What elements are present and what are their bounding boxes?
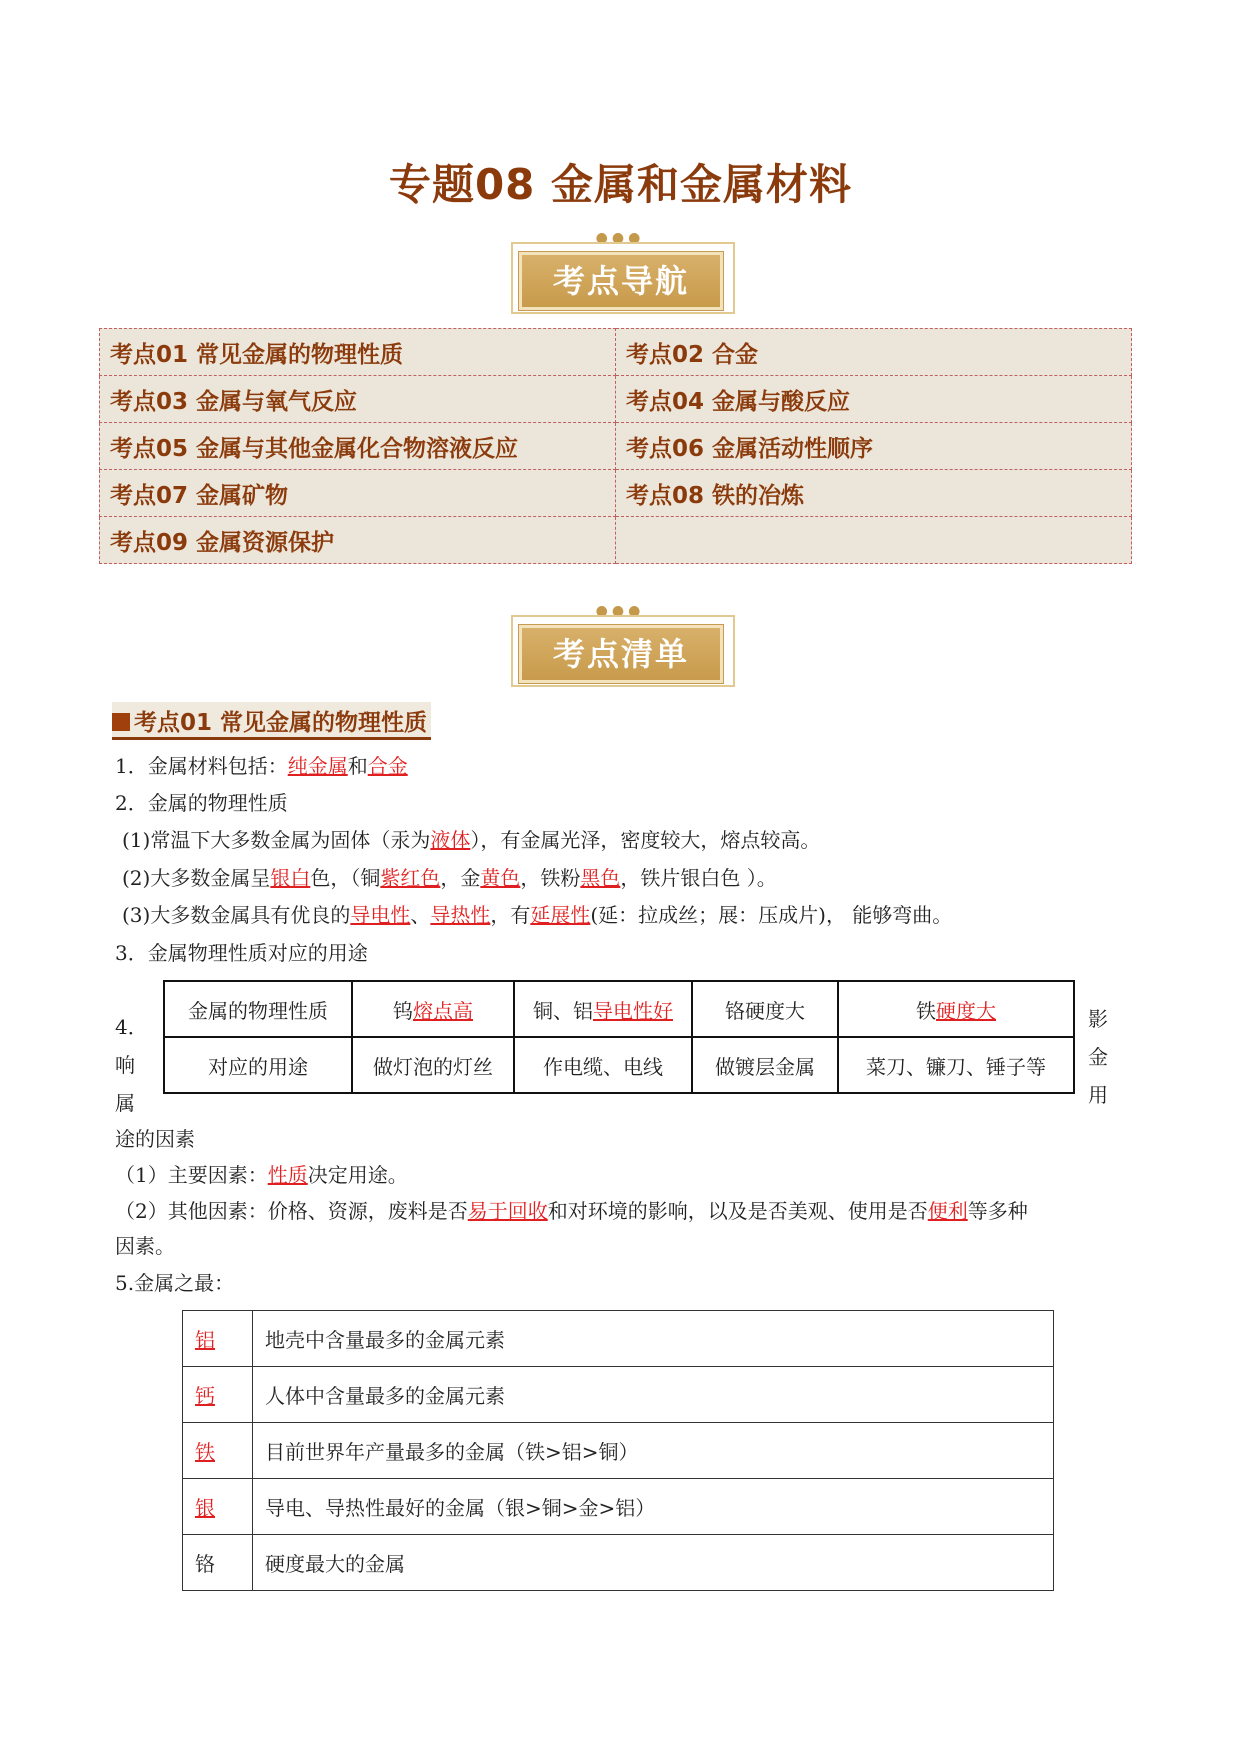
text-line — [115, 1196, 1028, 1226]
table-row — [183, 1311, 1054, 1367]
text: （2）其他因素：价格、资源，废料是否 — [115, 1199, 468, 1223]
list-badge — [505, 605, 735, 689]
nav-badge — [505, 232, 735, 316]
table-cell: 硬度最大的金属 — [253, 1535, 1054, 1591]
text: (2)大多数金属呈 — [122, 866, 271, 890]
text: 响 — [115, 1053, 135, 1077]
nav-item[interactable]: 考点02 合金 — [616, 329, 1132, 376]
answer-text: 延展性 — [530, 903, 591, 927]
table-cell — [183, 1367, 253, 1423]
nav-item[interactable]: 考点05 金属与其他金属化合物溶液反应 — [100, 423, 616, 470]
table-cell: 菜刀、镰刀、锤子等 — [838, 1037, 1074, 1093]
table-cell: 作电缆、电线 — [514, 1037, 692, 1093]
answer-text: 纯金属 — [287, 754, 348, 778]
text: ，铁片银白色 ）。 — [620, 866, 777, 890]
table-cell — [183, 1479, 253, 1535]
text-line: 途的因素 — [115, 1127, 195, 1151]
badge-dots-icon: ●●● — [595, 230, 645, 246]
table-row — [183, 1367, 1054, 1423]
text: 铬 — [195, 1552, 215, 1576]
text: 和对环境的影响，以及是否美观、使用是否 — [547, 1199, 928, 1223]
table-cell: 人体中含量最多的金属元素 — [253, 1367, 1054, 1423]
text: 铁 — [916, 998, 936, 1023]
text: 等多种 — [967, 1199, 1028, 1223]
table-cell — [183, 1535, 253, 1591]
table-cell: 对应的用途 — [164, 1037, 352, 1093]
table-cell — [838, 981, 1074, 1037]
text: 和 — [347, 754, 368, 778]
section-heading — [112, 702, 431, 740]
text: （1）主要因素： — [115, 1163, 268, 1187]
square-bullet-icon — [112, 713, 130, 731]
table-row — [183, 1423, 1054, 1479]
metal-superlatives-table — [182, 1310, 1054, 1591]
nav-item[interactable]: 考点08 铁的冶炼 — [616, 470, 1132, 517]
answer-text: 性质 — [267, 1163, 308, 1187]
page-title: 专题08 金属和金属材料 — [388, 160, 853, 209]
list-badge-label: 考点清单 — [519, 625, 723, 683]
table-row — [183, 1479, 1054, 1535]
text: 属 — [115, 1091, 135, 1115]
text: ），有金属光泽，密度较大，熔点较高。 — [470, 828, 821, 852]
text: ，有 — [490, 903, 531, 927]
table-cell: 目前世界年产量最多的金属（铁>铝>铜） — [253, 1423, 1054, 1479]
text-line — [122, 863, 777, 893]
nav-item[interactable]: 考点09 金属资源保护 — [100, 517, 616, 564]
table-row — [183, 1535, 1054, 1591]
text: (3)大多数金属具有优良的 — [122, 903, 351, 927]
wrap-text-left — [115, 1008, 148, 1122]
table-cell: 做镀层金属 — [692, 1037, 838, 1093]
table-cell: 做灯泡的灯丝 — [352, 1037, 514, 1093]
text: 4． — [115, 1015, 148, 1039]
text: 金 — [1088, 1045, 1108, 1069]
text: 钨 — [393, 998, 413, 1023]
text: (1)常温下大多数金属为固体（汞为 — [122, 828, 431, 852]
answer-text: 导电性 — [350, 903, 411, 927]
text-line: 因素。 — [115, 1234, 175, 1258]
nav-item[interactable]: 考点04 金属与酸反应 — [616, 376, 1132, 423]
text: 铜、铝 — [533, 998, 593, 1023]
uses-table — [163, 980, 1075, 1094]
answer-text: 钙 — [195, 1384, 215, 1408]
answer-text: 易于回收 — [467, 1199, 548, 1223]
nav-item[interactable]: 考点06 金属活动性顺序 — [616, 423, 1132, 470]
answer-text: 导热性 — [430, 903, 491, 927]
text: ，金 — [440, 866, 481, 890]
answer-text: 银白 — [270, 866, 311, 890]
table-cell: 铬硬度大 — [692, 981, 838, 1037]
nav-item[interactable]: 考点01 常见金属的物理性质 — [100, 329, 616, 376]
text: 用 — [1088, 1083, 1108, 1107]
nav-item[interactable]: 考点07 金属矿物 — [100, 470, 616, 517]
answer-text: 导电性好 — [593, 998, 673, 1023]
topic-nav-table — [99, 328, 1132, 564]
text: 色，（铜 — [310, 866, 381, 890]
text-line — [122, 900, 952, 930]
answer-text: 合金 — [367, 754, 408, 778]
answer-text: 紫红色 — [380, 866, 441, 890]
nav-badge-label: 考点导航 — [519, 252, 723, 310]
answer-text: 铁 — [195, 1440, 215, 1464]
text: 1．金属材料包括： — [115, 754, 288, 778]
text-line: 2．金属的物理性质 — [115, 791, 288, 815]
text: 影 — [1088, 1007, 1108, 1031]
table-cell — [352, 981, 514, 1037]
text: ，铁粉 — [520, 866, 581, 890]
badge-dots-icon: ●●● — [595, 603, 645, 619]
answer-text: 铝 — [195, 1328, 215, 1352]
text-line: 5.金属之最： — [115, 1271, 235, 1295]
text-line — [122, 825, 820, 855]
table-cell — [183, 1423, 253, 1479]
nav-item[interactable]: 考点03 金属与氧气反应 — [100, 376, 616, 423]
table-cell: 导电、导热性最好的金属（银>铜>金>铝） — [253, 1479, 1054, 1535]
text-line: 3．金属物理性质对应的用途 — [115, 941, 368, 965]
section-heading-text: 考点01 常见金属的物理性质 — [134, 710, 428, 736]
table-cell: 地壳中含量最多的金属元素 — [253, 1311, 1054, 1367]
answer-text: 硬度大 — [936, 998, 996, 1023]
answer-text: 黑色 — [580, 866, 621, 890]
answer-text: 熔点高 — [413, 998, 473, 1023]
text: (延：拉成丝；展：压成片)， 能够弯曲。 — [590, 903, 953, 927]
answer-text: 黄色 — [480, 866, 521, 890]
text: 决定用途。 — [307, 1163, 408, 1187]
text-line — [115, 1160, 408, 1190]
answer-text: 便利 — [927, 1199, 968, 1223]
wrap-text-right — [1088, 1000, 1108, 1114]
answer-text: 银 — [195, 1496, 215, 1520]
nav-item-empty — [616, 517, 1132, 564]
text: 、 — [410, 903, 431, 927]
table-cell: 金属的物理性质 — [164, 981, 352, 1037]
answer-text: 液体 — [430, 828, 471, 852]
text-line — [115, 751, 408, 781]
table-cell — [514, 981, 692, 1037]
table-cell — [183, 1311, 253, 1367]
